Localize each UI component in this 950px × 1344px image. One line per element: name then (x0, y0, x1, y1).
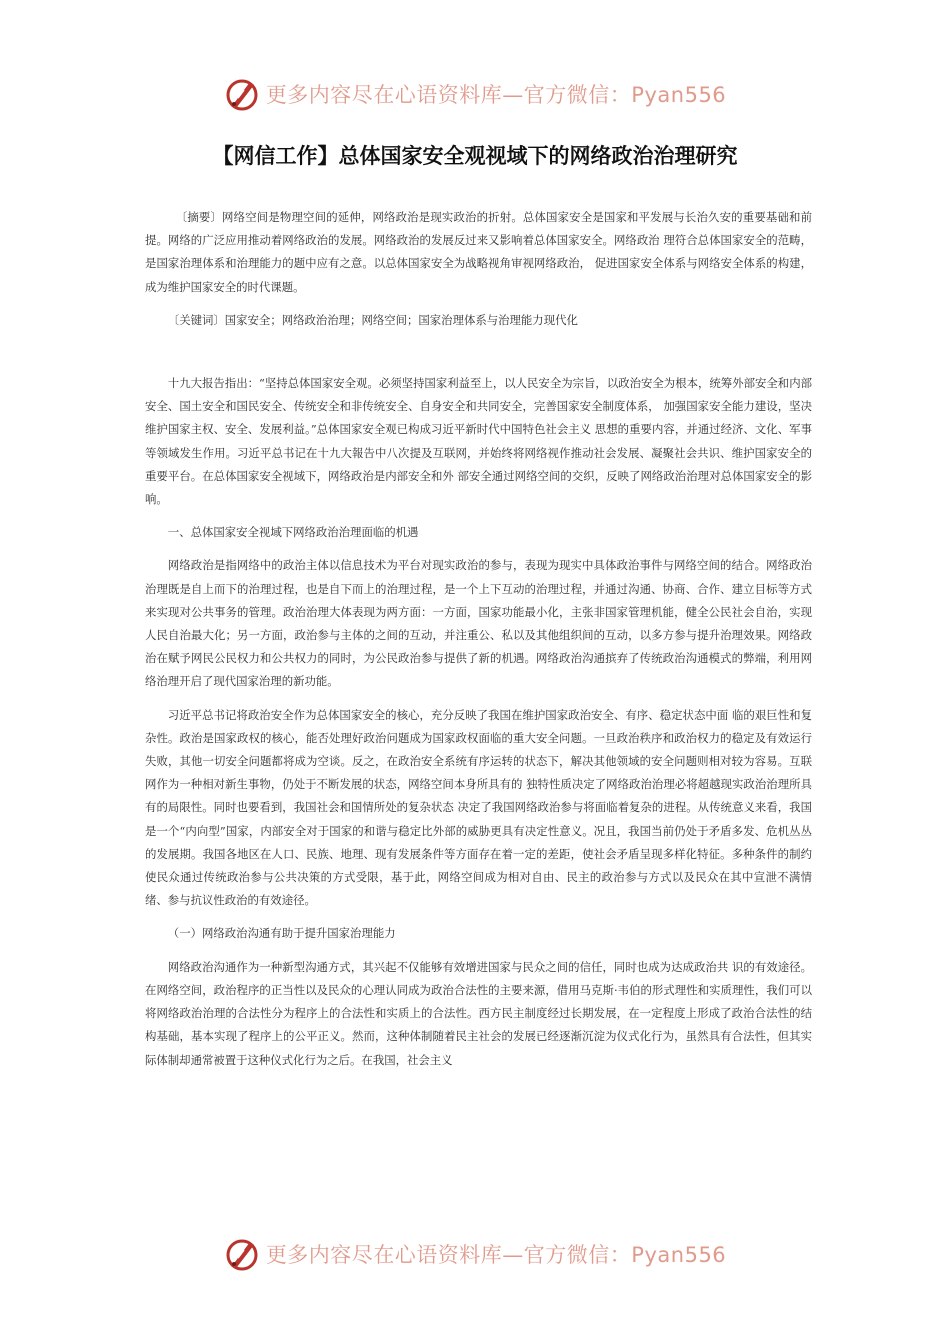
document-title: 【网信工作】总体国家安全观视域下的网络政治治理研究 (212, 144, 738, 168)
subsection-heading: （一）网络政治沟通有助于提升国家治理能力 (167, 926, 396, 941)
header-banner (0, 72, 950, 116)
body-paragraph: 习近平总书记将政治安全作为总体国家安全的核心，充分反映了我国在维护国家政治安全、有序、稳定状态中面 临的艰巨性和复杂性。政治是国家政权的核心，能否处理好政治问题成为国家政权面临的重大安全问题。一旦政治秩序和政治权力的稳定及有效运行失败，其他一切安全问题都将成为空谈。反之，在政治安全系统有序运转的状态下，解决其他领域的安全问题则相对较为容易。互联网作为一种相对新生事物，仍处于不断发展的状态，网络空间本身所具有的 独特性质决定了网络政治治理必将超越现实政治治理所具有的局限性。同时也要看到，我国社会和国情所处的复杂状态 决定了我国网络政治参与将面临着复杂的进程。从传统意义来看，我国是一个“内向型”国家，内部安全对于国家的和谐与稳定比外部的威胁更具有决定性意义。况且，我国当前仍处于矛盾多发、危机丛丛的发展期。我国各地区在人口、民族、地理、现有发展条件等方面存在着一定的差距，使社会矛盾呈现多样化特征。多种条件的制约使民众通过传统政治参与公共决策的方式受限，基于此，网络空间成为相对自由、民主的政治参与方式以及民众在其中宣泄不满情绪、参与抗议性政治的有效途径。 (145, 707, 812, 908)
section-heading: 一、总体国家安全视域下网络政治治理面临的机遇 (167, 525, 419, 540)
body-paragraph: 十九大报告指出：“坚持总体国家安全观。必须坚持国家利益至上，以人民安全为宗旨，以政治安全为根本，统筹外部安全和内部安全、国土安全和国民安全、传统安全和非传统安全、自身安全和共同安全，完善国家安全制度体系， 加强国家安全能力建设，坚决维护国家主权、安全、发展利益。”总体国家安全观已构成习近平新时代中国特色社会主义 思想的重要内容，并通过经济、文化、军事等领域发生作用。习近平总书记在十九大報告中八次提及互联网，并始终将网络视作推动社会发展、凝聚社会共识、维护国家安全的重要平台。在总体国家安全视域下，网络政治是内部安全和外 部安全通过网络空间的交织，反映了网络政治治理对总体国家安全的影响。 (145, 376, 812, 507)
header-banner-text: 更多内容尽在心语资料库—官方微信：Pyan556 (265, 83, 727, 107)
body-paragraph: 网络政治是指网络中的政治主体以信息技术为平台对现实政治的参与，表现为现实中具体政治事件与网络空间的结合。网络政治治理既是自上而下的治理过程，也是自下而上的治理过程，是一个上下互动的治理过程，并通过沟通、协商、合作、建立目标等方式来实现对公共事务的管理。政治治理大体表现为两方面：一方面，国家功能最小化，主张非国家管理机能，健全公民社会自治，实现人民自治最大化；另一方面，政治参与主体的之间的互动，并注重公、私以及其他组织间的互动，以多方参与提升治理效果。网络政治在赋予网民公民权力和公共权力的同时，为公民政治参与提供了新的机遇。网络政治沟通摈弃了传统政治沟通模式的弊端，利用网络治理开启了现代国家治理的新功能。 (145, 558, 812, 689)
abstract: 〔摘要〕网络空间是物理空间的延伸，网络政治是现实政治的折射。总体国家安全是国家和平发展与长治久安的重要基础和前提。网络的广泛应用推动着网络政治的发展。网络政治的发展反过来又影响着总体国家安全。网络政治 理符合总体国家安全的范畴，是国家治理体系和治理能力的题中应有之意。以总体国家安全为战略视角审视网络政治， 促进国家安全体系与网络安全体系的构建，成为维护国家安全的时代课题。 (145, 210, 812, 294)
body-paragraph: 网络政治沟通作为一种新型沟通方式，其兴起不仅能够有效增进国家与民众之间的信任，同时也成为达成政治共 识的有效途径。在网络空间，政治程序的正当性以及民众的心理认同成为政治合法性的主要来源，借用马克斯·韦伯的形式理性和实质理性，我们可以将网络政治治理的合法性分为程序上的合法性和实质上的合法性。西方民主制度经过长期发展，在一定程度上形成了政治合法性的结构基础，基本实现了程序上的公平正义。然而，这种体制随着民主社会的发展已经逐渐沉淀为仪式化行为，虽然具有合法性，但其实际体制却通常被置于这种仪式化行为之后。在我国，社会主义 (145, 959, 812, 1067)
quill-pen-logo-icon (224, 76, 260, 112)
footer-banner (0, 1232, 950, 1276)
quill-pen-logo-icon (224, 1236, 260, 1272)
footer-banner-text: 更多内容尽在心语资料库—官方微信：Pyan556 (265, 1243, 727, 1267)
keywords: 〔关键词〕国家安全；网络政治治理；网络空间；国家治理体系与治理能力现代化 (167, 312, 578, 327)
document-body (145, 206, 812, 1082)
